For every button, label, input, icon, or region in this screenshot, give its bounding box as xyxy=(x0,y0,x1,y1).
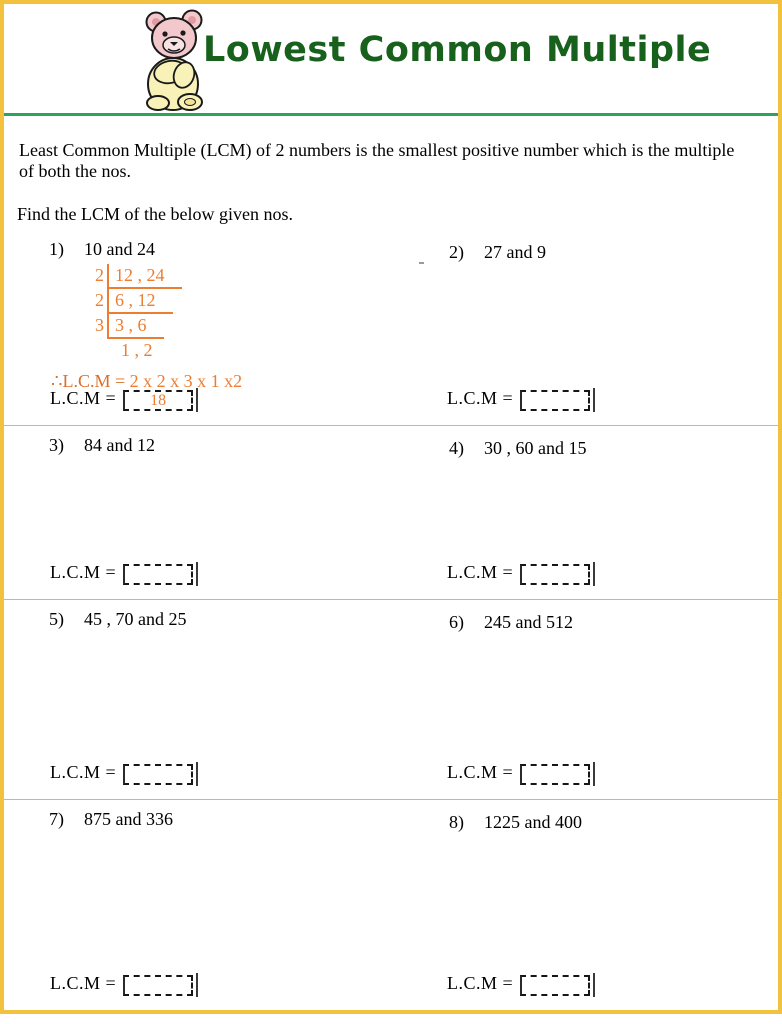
division-ladder xyxy=(89,264,391,362)
lcm-label: L.C.M = xyxy=(447,562,514,583)
lcm-label: L.C.M = xyxy=(447,762,514,783)
ladder-quotients: 1 , 2 xyxy=(121,340,153,360)
problem-row-2 xyxy=(4,425,778,599)
problem-numbers-text: 84 and 12 xyxy=(84,435,155,455)
lcm-label: L.C.M = xyxy=(447,973,514,994)
problem-6-cell xyxy=(391,600,778,799)
problem-row-4 xyxy=(4,799,778,1010)
problem-number: 8) xyxy=(449,812,464,832)
problem-numbers-text: 875 and 336 xyxy=(84,809,173,829)
problem-numbers-text: 10 and 24 xyxy=(84,239,155,259)
ladder-row xyxy=(89,314,391,339)
problem-number: 5) xyxy=(49,609,64,629)
answer-box-cursor-line xyxy=(196,973,198,997)
therefore-lcm-label: ∴L.C.M = xyxy=(51,371,130,391)
problem-numbers-text: 245 and 512 xyxy=(484,612,573,632)
problem-7-cell xyxy=(4,800,391,1010)
problem-numbers-text: 45 , 70 and 25 xyxy=(84,609,187,629)
problem-number: 7) xyxy=(49,809,64,829)
lcm-answer-box-2[interactable] xyxy=(520,390,590,411)
lcm-answer-box-6[interactable] xyxy=(520,764,590,785)
lcm-instruction: Find the LCM of the below given nos. xyxy=(17,204,293,224)
problem-numbers-text: 30 , 60 and 15 xyxy=(484,438,587,458)
therefore-lcm-expression: 2 x 2 x 3 x 1 x2 xyxy=(129,371,243,391)
ladder-quotients: 12 , 24 xyxy=(107,264,182,289)
lcm-answer-box-8[interactable] xyxy=(520,975,590,996)
ladder-row-result xyxy=(89,339,391,362)
worksheet-header xyxy=(4,4,778,113)
answer-box-cursor-line xyxy=(196,388,198,412)
problem-number: 4) xyxy=(449,438,464,458)
problem-6-title xyxy=(449,612,778,633)
answer-box-cursor-line xyxy=(593,388,595,412)
lcm-answer-line-2 xyxy=(447,388,595,412)
lcm-definition: Least Common Multiple (LCM) of 2 numbers is the smallest positive number which is the multiple of both the nos. xyxy=(19,140,735,181)
problem-1-cell xyxy=(4,230,391,425)
lcm-answer-line-7 xyxy=(50,973,198,997)
lcm-answer-box-7[interactable] xyxy=(123,975,193,996)
lcm-answer-line-6 xyxy=(447,762,595,786)
problem-5-cell xyxy=(4,600,391,799)
answer-box-cursor-line xyxy=(196,562,198,586)
lcm-answer-line-5 xyxy=(50,762,198,786)
problem-3-title xyxy=(49,435,391,456)
answer-box-cursor-line xyxy=(593,562,595,586)
teddy-bear-icon xyxy=(140,7,210,111)
problem-8-title xyxy=(449,812,778,833)
problem-number: 2) xyxy=(449,242,464,262)
header-divider xyxy=(4,113,778,116)
lcm-label: L.C.M = xyxy=(50,562,117,583)
stray-pencil-mark xyxy=(419,262,424,264)
lcm-answer-line-8 xyxy=(447,973,595,997)
lcm-answer-box-5[interactable] xyxy=(123,764,193,785)
answer-box-cursor-line xyxy=(196,762,198,786)
problem-2-title xyxy=(449,242,778,263)
problem-1-title xyxy=(49,239,391,260)
problem-4-title xyxy=(449,438,778,459)
lcm-label: L.C.M = xyxy=(50,973,117,994)
problem-5-title xyxy=(49,609,391,630)
page-title: Lowest Common Multiple xyxy=(203,30,712,70)
ladder-row xyxy=(89,264,391,289)
lcm-answer-box-3[interactable] xyxy=(123,564,193,585)
answer-box-cursor-line xyxy=(593,973,595,997)
ladder-divisor: 2 xyxy=(95,265,104,285)
ladder-divisor: 2 xyxy=(95,290,104,310)
ladder-divisor xyxy=(89,339,104,362)
problems-grid xyxy=(4,230,778,1010)
lcm-label: L.C.M = xyxy=(50,762,117,783)
problem-2-cell xyxy=(391,230,778,425)
lcm-answer-box-1[interactable]: 18 xyxy=(123,390,193,411)
problem-number: 3) xyxy=(49,435,64,455)
lcm-answer-box-4[interactable] xyxy=(520,564,590,585)
problem-number: 6) xyxy=(449,612,464,632)
ladder-quotients: 3 , 6 xyxy=(107,314,164,339)
lcm-answer-line-3 xyxy=(50,562,198,586)
lcm-label: L.C.M = xyxy=(50,388,117,409)
problem-3-cell xyxy=(4,426,391,599)
lcm-label: L.C.M = xyxy=(447,388,514,409)
problem-numbers-text: 27 and 9 xyxy=(484,242,546,262)
lcm-answer-line-1 xyxy=(50,388,198,412)
problem-8-cell xyxy=(391,800,778,1010)
lcm-answer-line-4 xyxy=(447,562,595,586)
problem-7-title xyxy=(49,809,391,830)
problem-number: 1) xyxy=(49,239,64,259)
problem-4-cell xyxy=(391,426,778,599)
ladder-divisor: 3 xyxy=(95,315,104,335)
ladder-row xyxy=(89,289,391,314)
ladder-quotients: 6 , 12 xyxy=(107,289,173,314)
problem-row-3 xyxy=(4,599,778,799)
problem-numbers-text: 1225 and 400 xyxy=(484,812,582,832)
problem-row-1 xyxy=(4,230,778,425)
answer-box-cursor-line xyxy=(593,762,595,786)
